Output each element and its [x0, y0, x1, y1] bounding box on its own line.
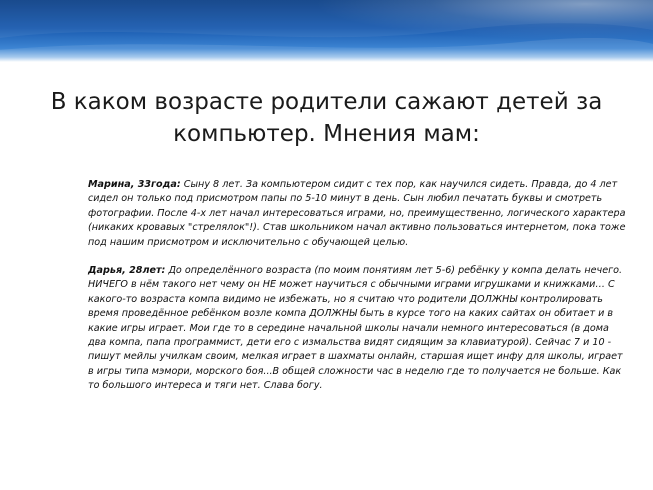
opinion-paragraph — [88, 178, 628, 250]
slide-body — [88, 178, 628, 408]
header-light-glare — [313, 0, 653, 40]
opinion-author: Дарья, 28лет: — [88, 265, 166, 277]
opinion-text: До определённого возраста (по моим понятиям лет 5-6) ребёнку у компа делать нечего. НИЧЕГО в нём такого нет чему он НЕ может научиться с обычными играми игрушками и книжками… С какого-то возраста компа видимо не избежать, но я считаю что родители ДОЛЖНЫ контролировать время проведённое ребёнком возле компа ДОЛЖНЫ быть в курсе того на каких сайтах он обитает и в какие игры играет. Мои где то в середине начальной школы начали немного интересоваться (в дома два компа, папа программист, дети его с измальства видят сидящим за клавиатурой). Сейчас 7 и 10 - пишут мейлы училкам своим, мелкая играет в шахматы онлайн, старшая ищет инфу для школы, играет в игры типа мэмори, морского боя...В общей сложности час в неделю где то получается не больше. Как то большого интереса и тяги нет. Слава богу. — [88, 265, 623, 392]
opinion-paragraph — [88, 264, 628, 394]
slide-title: В каком возрасте родители сажают детей за компьютер. Мнения мам: — [50, 89, 603, 147]
header-decoration-band — [0, 0, 653, 62]
opinion-author: Марина, 33года: — [88, 179, 181, 190]
opinion-text: Сыну 8 лет. За компьютером сидит с тех пор, как научился сидеть. Правда, до 4 лет сидел он только под присмотром папы по 5-10 минут в день. Сын любил печатать буквы и смотреть фотографии. После 4-х лет начал интересоваться играми, но, преимущественно, логического характера (никаких кровавых "стрелялок"!). Став школьником начал активно пользоваться интернетом, пока тоже под нашим присмотром и исключительно с обучающей целью. — [88, 179, 626, 248]
